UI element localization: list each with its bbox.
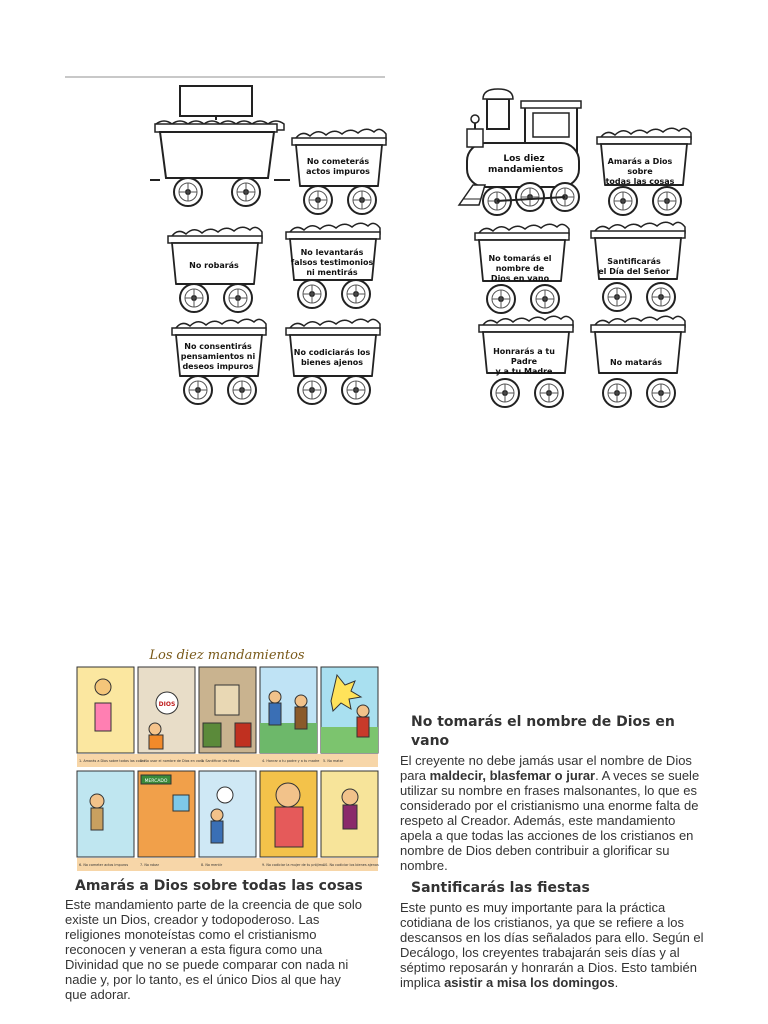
section-title-santificaras: Santificarás las fiestas <box>411 880 590 896</box>
comic-row-1 <box>77 667 378 753</box>
wagon-label-falsos-testimonios: No levantarás falsos testimonios ni mentirás <box>290 248 374 277</box>
wagon-label-bienes-ajenos: No codiciarás los bienes ajenos <box>293 348 371 367</box>
engine-label-los-diez-mandamientos: Los diez mandamientos <box>488 154 564 176</box>
section-body-amaras-a-dios: Este mandamiento parte de la creencia de que solo existe un Dios, creador y todopoderoso. Las religiones monoteístas como el cristianismo reconocen y veneran a esta figura como una Divinidad que no se puede comparar con nada ni nadie y, por lo tanto, es el único Dios al que hay que adorar. <box>65 897 363 1002</box>
wagon-label-santificaras: Santificarás el Día del Señor <box>598 257 670 276</box>
comic-caption-3: 3. Santificar las fiestas <box>201 759 240 763</box>
comic-caption-10: 10. No codiciar los bienes ajenos <box>323 863 379 867</box>
dios-label: DIOS <box>158 701 176 708</box>
wagon-label-no-robaras: No robarás <box>189 261 239 270</box>
comic-caption-6: 6. No cometer actos impuros <box>79 863 129 867</box>
comic-caption-2: 2. No usar el nombre de Dios en vano <box>140 759 205 763</box>
divider-line <box>65 76 385 78</box>
section-body-nombre-en-vano: El creyente no debe jamás usar el nombre de Dios para maldecir, blasfemar o jurar. A veces se suele utilizar su nombre en frases malsonantes, lo que es considerado por el cristianismo una enorme falta de respeto al Creador. Además, este mandamiento apela a que todas las acciones de los cristianos en nombre de Dios deben contribuir a glorificar su nombre. <box>400 753 700 873</box>
comic-caption-9: 9. No codiciar la mujer de tu prójimo <box>262 863 325 867</box>
section-title-nombre-en-vano: No tomarás el nombre de Dios en vano <box>411 714 675 749</box>
comic-caption-8: 8. No mentir <box>201 863 223 867</box>
comic-row-2 <box>77 771 378 857</box>
wagon-label-no-mataras: No matarás <box>609 358 663 367</box>
section-body-santificaras: Este punto es muy importante para la práctica cotidiana de los cristianos, ya que se refiere a los descansos en los días señalados para ello. Según el Decálogo, los creyentes trabajarán seis días y al séptimo reposarán y honrarán a Dios. Esto también implica asistir a misa los domingos. <box>400 900 704 990</box>
wagon-label-nombre-en-vano: No tomarás el nombre de Dios en vano <box>488 254 552 283</box>
comic-diez-mandamientos <box>75 645 380 873</box>
wagon-label-honraras: Honrarás a tu Padre y a tu Madre <box>493 347 555 376</box>
mercado-sign: MERCADO <box>144 779 168 784</box>
comic-caption-7: 7. No robar <box>140 863 160 867</box>
comic-title: Los diez mandamientos <box>149 648 305 663</box>
comic-caption-5: 5. No matar <box>323 759 344 763</box>
comic-caption-4: 4. Honrar a tu padre y a tu madre <box>262 759 320 763</box>
comic-caption-1: 1. Amarás a Dios sobre todas las cosas <box>79 759 146 763</box>
wagon-label-amaras-a-dios: Amarás a Dios sobre todas las cosas <box>605 157 675 186</box>
section-title-amaras-a-dios: Amarás a Dios sobre todas las cosas <box>75 878 363 894</box>
wagon-label-actos-impuros: No cometerás actos impuros <box>306 157 370 176</box>
wagon-label-pensamientos: No consentirás pensamientos ni deseos impuros <box>180 342 256 371</box>
